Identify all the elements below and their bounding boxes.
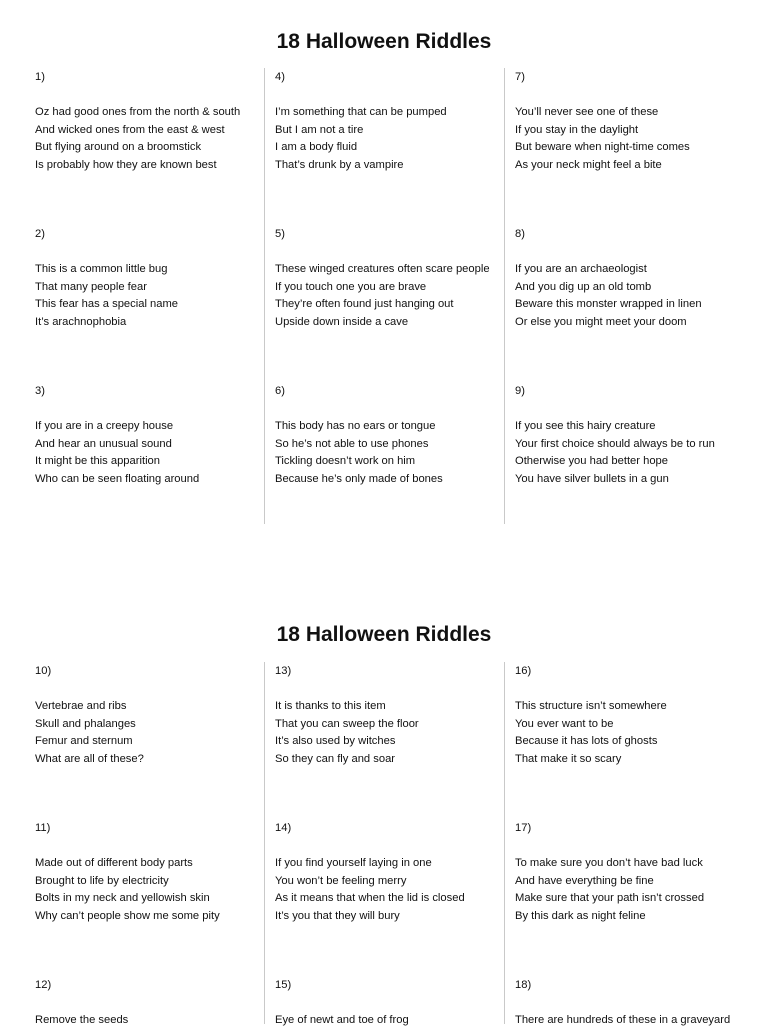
riddle-number: 6) [275, 385, 285, 397]
riddle-line: That’s drunk by a vampire [275, 158, 404, 171]
riddle-line: Why can’t people show me some pity [35, 909, 220, 922]
riddle-line: I’m something that can be pumped [275, 106, 447, 118]
riddle-line: So they can fly and soar [275, 752, 396, 765]
riddle-number: 7) [515, 71, 525, 83]
riddle-line: So he’s not able to use phones [275, 437, 429, 450]
riddle-line: Remove the seeds [35, 1014, 129, 1026]
riddle-block [275, 69, 507, 174]
riddle-line: They’re often found just hanging out [275, 298, 454, 310]
riddle-line: It’s also used by witches [275, 735, 396, 747]
riddle-line: As your neck might feel a bite [515, 158, 662, 171]
riddle-line: Bolts in my neck and yellowish skin [35, 892, 210, 904]
riddle-line: Is probably how they are known best [35, 158, 217, 171]
riddle-block [275, 226, 507, 331]
riddle-line: But beware when night-time comes [515, 141, 690, 153]
riddle-number: 4) [275, 71, 285, 83]
riddle-line: And you dig up an old tomb [515, 280, 652, 293]
riddle-number: 12) [35, 979, 52, 991]
riddle-block [515, 820, 747, 925]
riddle-line: Because it has lots of ghosts [515, 735, 658, 747]
riddle-block [35, 383, 267, 488]
riddle-line: By this dark as night feline [515, 909, 646, 922]
riddle-line: Make sure that your path isn’t crossed [515, 892, 705, 904]
riddle-line: This structure isn’t somewhere [515, 700, 667, 712]
riddle-line: As it means that when the lid is closed [275, 892, 465, 904]
riddle-line: Beware this monster wrapped in linen [515, 298, 702, 310]
riddle-line: I am a body fluid [275, 141, 358, 153]
riddle-line: Or else you might meet your doom [515, 315, 687, 328]
riddle-line: If you are in a creepy house [35, 420, 174, 432]
riddle-line: Your first choice should always be to run [515, 437, 715, 450]
riddle-line: You ever want to be [515, 717, 614, 730]
riddle-number: 17) [515, 822, 532, 834]
riddle-line: Made out of different body parts [35, 857, 193, 869]
riddle-number: 5) [275, 228, 285, 240]
riddle-line: That many people fear [35, 280, 147, 293]
riddle-line: You have silver bullets in a gun [515, 472, 669, 485]
riddle-line: What are all of these? [35, 752, 144, 765]
riddle-number: 15) [275, 979, 292, 991]
riddle-line: That you can sweep the floor [275, 717, 419, 730]
riddle-number: 3) [35, 385, 45, 397]
riddle-line: It is thanks to this item [275, 700, 386, 712]
riddle-number: 9) [515, 385, 525, 397]
riddle-line: If you see this hairy creature [515, 420, 656, 432]
page-title: 18 Halloween Riddles [276, 623, 492, 646]
riddle-line: Skull and phalanges [35, 717, 136, 730]
riddle-line: Tickling doesn’t work on him [275, 455, 416, 467]
riddle-line: Brought to life by electricity [35, 874, 169, 887]
riddle-line: It might be this apparition [35, 455, 160, 467]
riddle-number: 1) [35, 71, 45, 83]
riddle-line: This body has no ears or tongue [275, 420, 436, 432]
page-title: 18 Halloween Riddles [276, 30, 492, 53]
riddle-line: And hear an unusual sound [35, 437, 172, 450]
riddle-line: Because he’s only made of bones [275, 472, 443, 485]
riddle-line: To make sure you don’t have bad luck [515, 857, 703, 869]
riddle-line: If you touch one you are brave [275, 280, 427, 293]
riddle-number: 14) [275, 822, 292, 834]
riddle-line: Upside down inside a cave [275, 315, 409, 328]
riddle-number: 16) [515, 665, 532, 677]
riddle-line: Femur and sternum [35, 735, 133, 747]
riddle-line: But flying around on a broomstick [35, 141, 202, 153]
riddle-line: And have everything be fine [515, 874, 654, 887]
riddle-number: 13) [275, 665, 292, 677]
riddle-line: This fear has a special name [35, 298, 179, 310]
riddle-block [515, 977, 747, 1030]
riddle-number: 8) [515, 228, 525, 240]
riddle-line: You’ll never see one of these [515, 106, 659, 118]
riddle-block [515, 663, 747, 768]
riddle-block [515, 226, 747, 331]
riddle-line: If you stay in the daylight [515, 123, 639, 136]
riddle-line: That make it so scary [515, 752, 622, 765]
riddle-line: Vertebrae and ribs [35, 700, 127, 712]
riddle-line: Eye of newt and toe of frog [275, 1014, 409, 1026]
riddle-line: If you are an archaeologist [515, 263, 647, 275]
riddle-block [35, 820, 267, 925]
riddle-line: There are hundreds of these in a graveyard [515, 1014, 731, 1026]
riddle-number: 10) [35, 665, 52, 677]
riddle-line: It’s you that they will bury [275, 909, 400, 922]
riddle-block [35, 69, 267, 174]
riddle-line: These winged creatures often scare people [275, 263, 490, 275]
riddle-line: If you find yourself laying in one [275, 857, 432, 869]
riddle-line: And wicked ones from the east & west [35, 123, 225, 136]
riddle-block [35, 226, 267, 331]
riddle-line: You won’t be feeling merry [275, 874, 407, 887]
riddle-block [515, 69, 747, 174]
riddle-number: 2) [35, 228, 45, 240]
riddle-block [275, 383, 507, 488]
riddle-block [275, 977, 507, 1030]
riddle-line: This is a common little bug [35, 263, 168, 275]
riddle-line: Otherwise you had better hope [515, 455, 668, 467]
riddle-block [275, 663, 507, 768]
riddle-line: But I am not a tire [275, 123, 364, 136]
riddle-number: 18) [515, 979, 532, 991]
riddle-line: Oz had good ones from the north & south [35, 106, 241, 118]
riddle-block [275, 820, 507, 925]
riddle-line: Who can be seen floating around [35, 472, 200, 485]
riddle-line: It’s arachnophobia [35, 315, 127, 328]
riddle-block [515, 383, 747, 488]
riddle-block [35, 977, 267, 1030]
riddle-number: 11) [35, 822, 51, 834]
riddle-block [35, 663, 267, 768]
